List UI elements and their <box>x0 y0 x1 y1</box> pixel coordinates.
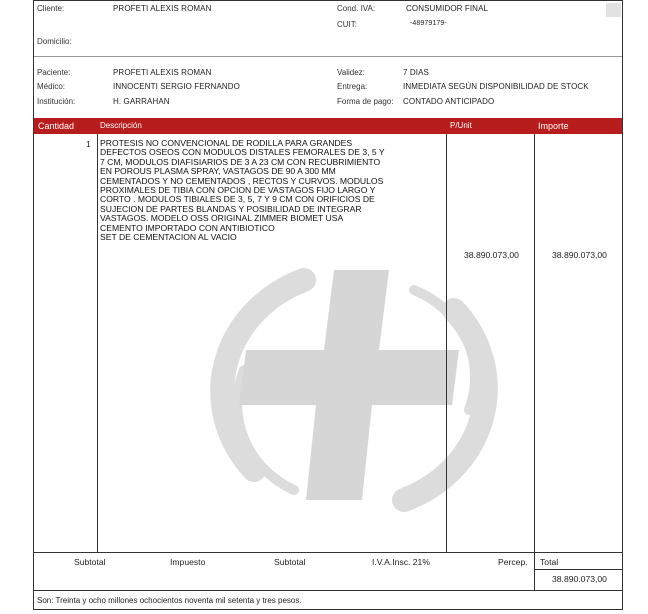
item-punit: 38.890.073,00 <box>464 250 519 260</box>
item-importe: 38.890.073,00 <box>552 250 607 260</box>
total-label: Total <box>540 557 559 567</box>
descripcion-line: CEMENTADOS Y NO CEMENTADOS , RECTOS Y CURVOS. MODULOS <box>100 175 384 186</box>
col-cantidad-header: Cantidad <box>38 121 75 131</box>
budget-document <box>33 0 623 610</box>
cond-iva-label: Cond. IVA: <box>337 4 376 13</box>
paciente-label: Paciente: <box>37 68 71 77</box>
col-divider-3 <box>534 134 535 552</box>
item-descripcion <box>100 139 440 242</box>
total-value: 38.890.073,00 <box>552 574 607 584</box>
subtotal2-label: Subtotal <box>274 557 306 567</box>
entrega-value: INMEDIATA SEGÚN DISPONIBILIDAD DE STOCK <box>403 82 589 91</box>
col-descripcion-header: Descripción <box>100 121 142 130</box>
col-divider-2 <box>446 134 447 552</box>
descripcion-line: VASTAGOS. MODELO OSS ORIGINAL ZIMMER BIOMET USA <box>100 213 344 224</box>
validez-label: Validez: <box>337 68 365 77</box>
totals-divider <box>534 552 535 590</box>
col-importe-header: Importe <box>538 121 569 131</box>
col-punit-header: P/Unit <box>450 121 472 130</box>
descripcion-line: CEMENTO IMPORTADO CON ANTIBIOTICO <box>100 222 275 233</box>
paciente-value: PROFETI ALEXIS ROMAN <box>113 68 212 77</box>
top-border <box>34 0 622 1</box>
cuit-value: -48979179- <box>410 20 447 27</box>
cross-circle-logo-icon <box>184 240 524 540</box>
subtotal1-label: Subtotal <box>74 557 106 567</box>
validez-value: 7 DIAS <box>403 68 429 77</box>
descripcion-line: EN POROUS PLASMA SPRAY, VASTAGOS DE 90 A 300 MM <box>100 166 336 177</box>
percep-label: Percep. <box>498 557 528 567</box>
cliente-label: Cliente: <box>37 4 65 13</box>
descripcion-line: DEFECTOS OSEOS CON MODULOS DISTALES FEMORALES DE 3, 5 Y <box>100 147 385 158</box>
son-text: Son: Treinta y ocho millones ochocientos noventa mil setenta y tres pesos. <box>37 596 302 605</box>
entrega-label: Entrega: <box>337 82 368 91</box>
forma-pago-value: CONTADO ANTICIPADO <box>403 97 495 106</box>
descripcion-line: PROXIMALES DE TIBIA CON OPCION DE VASTAGOS FIJO LARGO Y <box>100 185 376 196</box>
iva-label: I.V.A.Insc. 21% <box>372 557 430 567</box>
descripcion-line: PROTESIS NO CONVENCIONAL DE RODILLA PARA GRANDES <box>100 138 353 148</box>
domicilio-label: Domicilio: <box>37 37 72 46</box>
header-divider <box>34 56 622 57</box>
institucion-value: H. GARRAHAN <box>113 97 170 106</box>
institucion-label: Institución: <box>37 97 76 106</box>
cond-iva-value: CONSUMIDOR FINAL <box>406 4 489 13</box>
medico-label: Médico: <box>37 82 66 91</box>
descripcion-line: SUJECION DE PARTES BLANDAS Y POSIBILIDAD DE INTEGRAR <box>100 203 362 214</box>
medico-value: INNOCENTI SERGIO FERNANDO <box>113 82 240 91</box>
impuesto-label: Impuesto <box>170 557 206 567</box>
descripcion-line: SET DE CEMENTACION AL VACIO <box>100 232 237 243</box>
item-cantidad: 1 <box>86 139 91 149</box>
col-divider-1 <box>97 134 98 552</box>
cuit-label: CUIT: <box>337 20 357 29</box>
son-top-border <box>34 590 622 591</box>
forma-pago-label: Forma de pago: <box>337 97 394 106</box>
bottom-border <box>34 609 622 610</box>
table-header <box>34 118 622 134</box>
cliente-value: PROFETI ALEXIS ROMAN <box>113 4 212 13</box>
total-divider <box>534 569 622 570</box>
corner-box <box>606 3 621 17</box>
descripcion-line: 7 CM, MODULOS DIAFISIARIOS DE 3 A 23 CM CON RECUBRIMIENTO <box>100 156 381 167</box>
descripcion-line: CORTO . MODULOS TIBIALES DE 3, 5, 7 Y 9 CM CON ORIFICIOS DE <box>100 194 375 205</box>
